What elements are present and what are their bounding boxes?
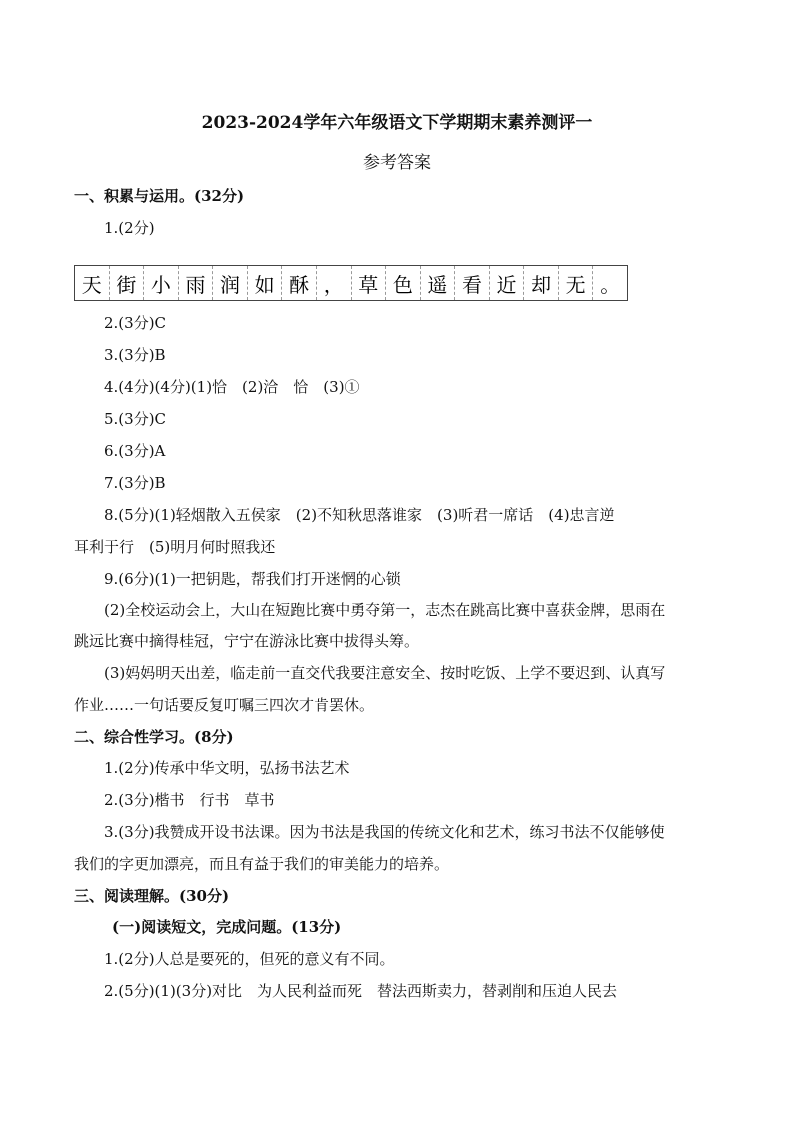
section-3-heading: 三、阅读理解。(30分) [74, 887, 230, 905]
grid-cell: 色 [386, 266, 421, 300]
grid-cell: 酥 [282, 266, 317, 300]
section-1-heading: 一、积累与运用。(32分) [74, 187, 245, 205]
answer-1-1: 1.(2分) [104, 219, 155, 237]
answer-1-9-line-4: (3)妈妈明天出差，临走前一直交代我要注意安全、按时吃饭、上学不要迟到、认真写 [104, 664, 666, 682]
grid-cell: 天 [75, 266, 110, 300]
answer-2-3-line-2: 我们的字更加漂亮，而且有益于我们的审美能力的培养。 [74, 855, 450, 873]
answer-1-9-line-5: 作业……一句话要反复叮嘱三四次才肯罢休。 [74, 696, 375, 714]
answer-1-6: 6.(3分)A [104, 442, 166, 460]
grid-cell: 。 [600, 272, 621, 297]
grid-cell: 遥 [421, 266, 456, 300]
answer-1-3: 3.(3分)B [104, 346, 166, 364]
grid-cell: ， [317, 266, 352, 300]
answer-2-1: 1.(2分)传承中华文明，弘扬书法艺术 [104, 759, 350, 777]
answer-1-7: 7.(3分)B [104, 474, 166, 492]
answer-1-8-line-1: 8.(5分)(1)轻烟散入五侯家 (2)不知秋思落谁家 (3)听君一席话 (4)忠言逆 [104, 506, 615, 524]
answer-1-9-line-2: (2)全校运动会上，大山在短跑比赛中勇夺第一，志杰在跳高比赛中喜获金牌，思雨在 [104, 601, 666, 619]
grid-cell: 如 [248, 266, 283, 300]
grid-cell: 无 [559, 266, 594, 300]
grid-cell: 街 [110, 266, 145, 300]
answer-1-2: 2.(3分)C [104, 314, 167, 332]
grid-cell: 近 [490, 266, 525, 300]
answer-3-2: 2.(5分)(1)(3分)对比 为人民利益而死 替法西斯卖力，替剥削和压迫人民去 [104, 982, 618, 1000]
grid-cell: 润 [213, 266, 248, 300]
answer-1-9-line-3: 跳远比赛中摘得桂冠，宁宁在游泳比赛中拔得头筹。 [74, 632, 420, 650]
grid-cell: 雨 [179, 266, 214, 300]
page-subtitle: 参考答案 [363, 153, 431, 173]
page-title: 2023-2024学年六年级语文下学期期末素养测评一 [201, 113, 593, 133]
answer-2-2: 2.(3分)楷书 行书 草书 [104, 791, 275, 809]
answer-1-8-line-2: 耳利于行 (5)明月何时照我还 [74, 538, 276, 556]
answer-2-3-line-1: 3.(3分)我赞成开设书法课。因为书法是我国的传统文化和艺术，练习书法不仅能够使 [104, 823, 665, 841]
section-3-sub-heading: (一)阅读短文，完成问题。(13分) [112, 918, 342, 936]
grid-cell: 草 [352, 266, 387, 300]
answer-1-5: 5.(3分)C [104, 410, 167, 428]
poem-writing-grid [74, 265, 628, 301]
answer-1-4: 4.(4分)(4分)(1)恰 (2)洽 恰 (3)① [104, 378, 360, 396]
grid-cell: 小 [144, 266, 179, 300]
grid-cell: 看 [455, 266, 490, 300]
answer-1-9-line-1: 9.(6分)(1)一把钥匙，帮我们打开迷惘的心锁 [104, 570, 401, 588]
section-2-heading: 二、综合性学习。(8分) [74, 728, 234, 746]
grid-cell: 却 [524, 266, 559, 300]
answer-3-1: 1.(2分)人总是要死的，但死的意义有不同。 [104, 950, 395, 968]
